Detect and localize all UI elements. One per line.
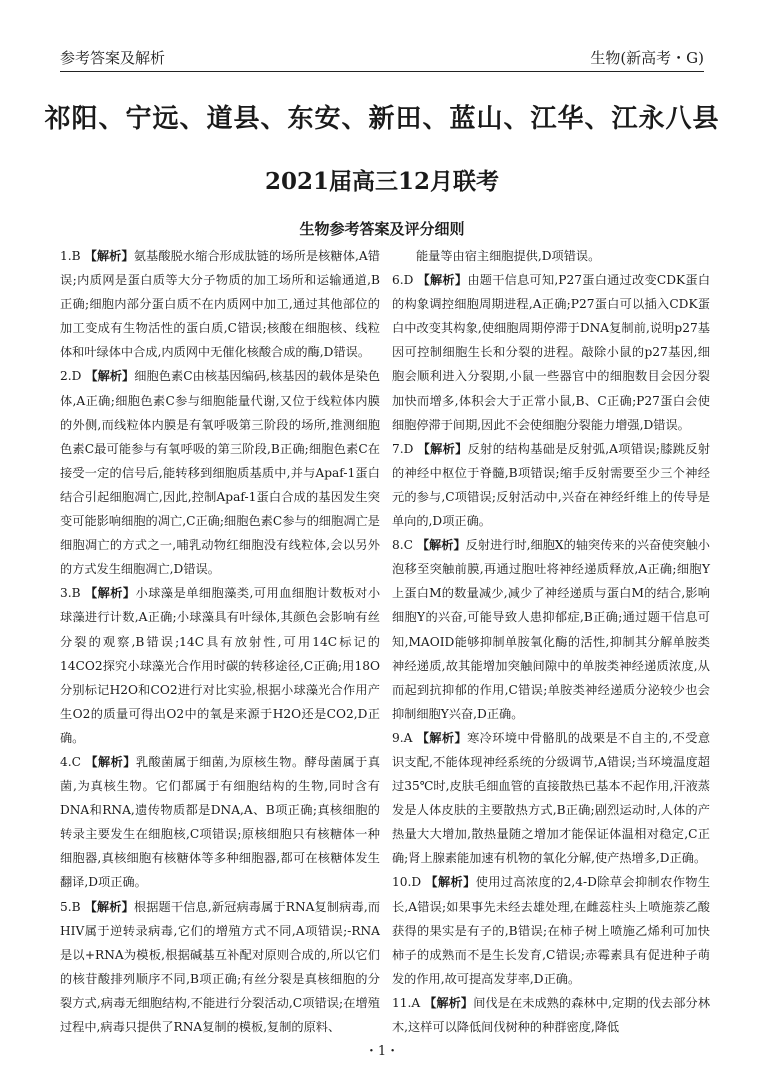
answer-item: 2.D 【解析】细胞色素C由核基因编码,核基因的载体是染色体,A正确;细胞色素C参与细胞能量代谢,又位于线粒体内膜的外侧,而线粒体内膜是有氧呼吸第三阶段的场所,推测细胞色素C最可能参与有氧呼吸的第三阶段,B正确;细胞色素C在接受一定的信号后,能转移到细胞质基质中,并与Apaf-1蛋白结合引起细胞凋亡,因此,控制Apaf-1蛋白合成的基因发生突变可能影响细胞的凋亡,C正确;细胞色素C参与的细胞凋亡是细胞凋亡的方式之一,哺乳动物红细胞没有线粒体,会以另外的方式发生细胞凋亡,D错误。 (60, 369, 381, 577)
page-number: ・1・ (364, 1044, 400, 1059)
header-left-text: 参考答案及解析 (60, 49, 166, 67)
right-column (392, 244, 710, 1039)
section-heading: 生物参考答案及评分细则 (299, 220, 465, 238)
document-title: 祁阳、宁远、道县、东安、新田、蓝山、江华、江永八县 (44, 104, 720, 134)
answer-item: 10.D 【解析】使用过高浓度的2,4-D除草会抑制农作物生长,A错误;如果事先未经去雄处理,在雌蕊柱头上喷施萘乙酸获得的果实是有子的,B错误;在柿子树上喷施乙烯利可加快柿子的成熟而不是生长发育,C错误;赤霉素具有促进种子萌发的作用,故可提高发芽率,D正确。 (392, 875, 711, 986)
answer-item: 1.B 【解析】氨基酸脱水缩合形成肽链的场所是核糖体,A错误;内质网是蛋白质等大分子物质的加工场所和运输通道,B正确;细胞内部分蛋白质不在内质网中加工,通过其他部位的加工变成有生物活性的蛋白质,C错误;核酸在细胞核、线粒体和叶绿体中合成,内质网中无催化核酸合成的酶,D错误。 (60, 249, 380, 360)
answer-item: 11.A 【解析】间伐是在未成熟的森林中,定期的伐去部分林木,这样可以降低间伐树种的种群密度,降低 (392, 995, 711, 1034)
answer-item: 9.A 【解析】寒冷环境中骨骼肌的战栗是不自主的,不受意识支配,不能体现神经系统的分级调节,A错误;当环境温度超过35℃时,皮肤毛细血管的直接散热已基本不起作用,汗液蒸发是人体皮肤的主要散热方式,B正确;剧烈运动时,人体的产热量大大增加,散热量随之增加才能保证体温相对稳定,C正确;肾上腺素能加速有机物的氧化分解,使产热增多,D正确。 (392, 730, 711, 866)
answer-item: 7.D 【解析】反射的结构基础是反射弧,A项错误;膝跳反射的神经中枢位于脊髓,B项错误;缩手反射需要至少三个神经元的参与,C项错误;反射活动中,兴奋在神经纤维上的传导是单向的,D项正确。 (392, 441, 711, 529)
answer-item: 4.C 【解析】乳酸菌属于细菌,为原核生物。酵母菌属于真菌,为真核生物。它们都属于有细胞结构的生物,同时含有DNA和RNA,遗传物质都是DNA,A、B项正确;真核细胞的转录主要发生在细胞核,C项错误;原核细胞只有核糖体一种细胞器,真核细胞有核糖体等多种细胞器,都可在核糖体发生翻译,D项正确。 (60, 754, 381, 890)
answer-item: 5.B 【解析】根据题干信息,新冠病毒属于RNA复制病毒,而HIV属于逆转录病毒,它们的增殖方式不同,A项错误;-RNA是以+RNA为模板,根据碱基互补配对原则合成的,所以它们的核苷酸排列顺序不同,B项正确;有丝分裂是真核细胞的分裂方式,病毒无细胞结构,不能进行分裂活动,C项错误;在增殖过程中,病毒只提供了RNA复制的模板,复制的原料、 (60, 899, 381, 1034)
document-subtitle: 2021届高三12月联考 (264, 168, 500, 195)
answer-item: 6.D 【解析】由题干信息可知,P27蛋白通过改变CDK蛋白的构象调控细胞周期进程,A正确;P27蛋白可以插入CDK蛋白中改变其构象,使细胞周期停滞于DNA复制前,说明p27基因可控制细胞生长和分裂的进程。敲除小鼠的p27基因,细胞会顺利进入分裂期,小鼠一些器官中的细胞数目会因分裂加快而增多,体积会大于正常小鼠,B、C正确;P27蛋白会使细胞停滞于间期,因此不会使细胞分裂能力增强,D错误。 (392, 273, 711, 432)
answer-item: 3.B 【解析】小球藻是单细胞藻类,可用血细胞计数板对小球藻进行计数,A正确;小球藻具有叶绿体,其颜色会影响有丝分裂的观察,B错误;14C具有放射性,可用14C标记的14CO2探究小球藻光合作用时碳的转移途径,C正确;用18O分别标记H2O和CO2进行对比实验,根据小球藻光合作用产生O2的质量可得出O2中的氧是来源于H2O还是CO2,D正确。 (60, 586, 381, 745)
header-right-text: 生物(新高考・G) (590, 49, 704, 67)
answer-item: 8.C 【解析】反射进行时,细胞X的轴突传来的兴奋使突触小泡移至突触前膜,再通过胞吐将神经递质释放,A正确;细胞Y上蛋白M的数量减少,减少了神经递质与蛋白M的结合,影响细胞Y的兴奋,可能导致人患抑郁症,B正确;通过题干信息可知,MAOID能够抑制单胺氧化酶的活性,抑制其分解单胺类神经递质,故其能增加突触间隙中的单胺类神经递质浓度,从而起到抗抑郁的作用,C错误;单胺类神经递质分泌较少也会抑制细胞Y兴奋,D正确。 (392, 538, 710, 721)
answer-item-continued: 能量等由宿主细胞提供,D项错误。 (416, 249, 601, 263)
page-header (60, 42, 704, 72)
left-column (60, 244, 380, 1039)
